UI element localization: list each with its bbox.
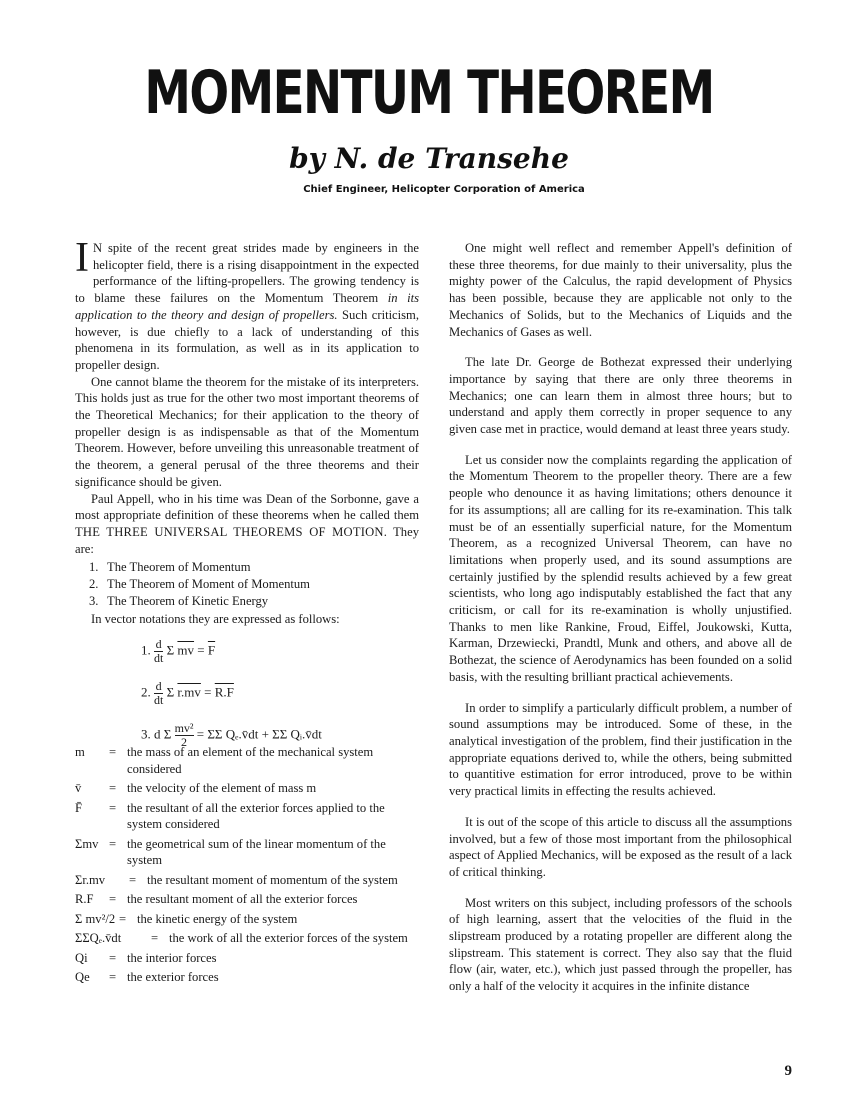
definition-symbol: Σ mv²/2 <box>75 911 116 926</box>
definition-text: the kinetic energy of the system <box>137 911 298 926</box>
paragraph: In order to simplify a particularly difficult problem, a number of sound assumptions may be introduced. Some of these, in the analytical investigation of the problem, find their justification in the appropriate equations derived to, while the others, being submitted to quantitive estimation for error introduced, prove to be within very practical limits in effecting the results achieved. <box>449 700 792 799</box>
definition-row: Σr.mv = the resultant moment of momentum of the system <box>75 872 419 889</box>
definitions-list <box>75 744 419 989</box>
intro-text-end: Such criticism, however, is due chiefly to a lack of understanding of this phenomena in its formulation, as well as in its application to propeller design. <box>75 307 419 372</box>
definition-text: the resultant moment of momentum of the system <box>147 872 398 887</box>
definition-symbol: v̄ <box>75 781 82 795</box>
theorem-list <box>89 559 419 609</box>
left-column <box>75 235 419 770</box>
definition-symbol: Qe <box>75 970 90 984</box>
definition-text: the interior forces <box>127 950 217 965</box>
list-text: The Theorem of Momentum <box>107 560 251 575</box>
definition-symbol: R.F <box>75 892 94 906</box>
equation-rhs: = ΣΣ Qₑ.v̄dt + ΣΣ Qᵢ.v̄dt <box>196 726 322 742</box>
list-item <box>89 559 419 576</box>
equals-sign: = <box>197 642 205 658</box>
definition-symbol: F̄ <box>75 800 83 815</box>
equation-number: 3. <box>141 726 151 742</box>
definition-text: the resultant of all the exterior forces applied to the system considered <box>127 800 385 831</box>
denominator: dt <box>154 651 164 666</box>
page-number: 9 <box>784 1063 792 1079</box>
definition-text: the work of all the exterior forces of the system <box>169 931 408 945</box>
fraction <box>154 638 163 665</box>
definition-row: v̄ = the velocity of the element of mass m <box>75 780 419 797</box>
definition-symbol: m <box>75 745 85 759</box>
definition-row: Qe = the exterior forces <box>75 969 419 986</box>
numerator: d <box>155 679 162 694</box>
equation-prefix: d Σ <box>154 726 172 742</box>
definition-symbol: Qi <box>75 950 88 965</box>
intro-text: N spite of the recent great strides made by engineers in the helicopter field, there is a rising disappointment in the expected performance of the lifting-propellers. The growing tendency is to blame these failures on the Momentum Theorem <box>75 241 419 306</box>
right-column <box>449 240 792 1009</box>
list-item <box>89 576 419 593</box>
definition-symbol: Σmv <box>75 836 99 851</box>
definition-text: the velocity of the element of mass m <box>127 781 317 795</box>
paragraph: One cannot blame the theorem for the mistake of its interpreters. This holds just as true for the other two most important theorems of the Theoretical Mechanics; for their application to the theory of propeller design is as indispensable as that of the Momentum Theorem. However, before unveiling this unreasonable treatment of the theorem, a general perusal of the three theorems and their significance should be given. <box>75 374 419 489</box>
definition-row: Σ mv²/2 = the kinetic energy of the system <box>75 911 419 928</box>
definition-symbol: ΣΣQₑ.v̄dt <box>75 931 122 945</box>
list-item <box>89 593 419 610</box>
paragraph: It is out of the scope of this article to discuss all the assumptions involved, but a few of those most important from the philosophical aspect of Applied Mechanics, will be exposed as the result of a lack of critical thinking. <box>449 814 792 879</box>
definition-text: the exterior forces <box>127 970 219 984</box>
fraction <box>154 680 163 707</box>
list-text: The Theorem of Moment of Momentum <box>107 577 310 592</box>
equation-1 <box>141 638 215 665</box>
equation-lhs: $\overline{mv}$ <box>177 642 195 658</box>
definition-text: the mass of an element of the mechanical system considered <box>127 745 374 776</box>
definition-text: the geometrical sum of the linear momentum of the system <box>127 836 386 867</box>
appell-caps: THE THREE UNIVERSAL THEOREMS OF MOTION. <box>75 524 388 539</box>
appell-text-end: They are: <box>75 524 419 556</box>
equation-lhs: r.mv <box>177 684 201 700</box>
equals-sign: = <box>204 684 212 700</box>
vector-intro: In vector notations they are expressed as follows: <box>91 612 340 627</box>
definition-row: m = the mass of an element of the mechanical system considered <box>75 744 419 777</box>
definition-row: Σmv = the geometrical sum of the linear momentum of the system <box>75 836 419 869</box>
sum-symbol: Σ <box>166 684 175 700</box>
equation-number: 1. <box>141 642 151 658</box>
paragraph-intro <box>75 235 419 374</box>
list-number: 1. <box>89 560 99 575</box>
paragraph: Let us consider now the complaints regarding the application of the Momentum Theorem to the propeller theory. There are a few people who denounce it as having limitations; others denounce it for its assumptions; all are calling for its re-examination. This talk must be of an essentially superficial nature, for the Momentum Theorem, as a recognized Universal Theorem, can have no limitations when properly used, and its sound assumptions are certainly justified by the splendid results achieved by a few great scientists, who long ago indisputably established the fact that any criticism, or call for its re-examination is wholly unjustified. Thanks to men like Rankine, Froud, Eiffel, Joukowski, Kutta, Karman, Drzewiecki, Prandtl, Munk and others, and above all de Bothezat, the science of Aerodynamics has been founded on a solid basis, with the resulting brilliant practical achievements. <box>449 452 792 684</box>
list-number: 3. <box>89 593 99 608</box>
author-affiliation: Chief Engineer, Helicopter Corporation of America <box>303 184 585 195</box>
paragraph: Most writers on this subject, including professors of the schools of high learning, assert that the velocities of the fluid in the slipstream produced by a rotating propeller are different along the slipstream. This statement is correct. They also say that the fluid flow (air, water, etc.), which just passed through the propeller, has only a half of the velocity it acquires in the infinite distance <box>449 895 792 994</box>
intro-italic: in its application to the theory and design of propellers. <box>75 291 419 322</box>
denominator: dt <box>154 693 164 708</box>
numerator: mv² <box>174 721 194 736</box>
definition-text: the resultant moment of all the exterior forces <box>127 892 358 906</box>
appell-text: Paul Appell, who in his time was Dean of the Sorbonne, gave a most appropriate definition of these theorems when he called them <box>75 491 419 523</box>
definition-row: ΣΣQₑ.v̄dt = the work of all the exterior forces of the system <box>75 930 419 947</box>
equation-rhs: R.F <box>214 684 234 700</box>
list-number: 2. <box>89 577 99 592</box>
article-title: MOMENTUM THEOREM <box>144 58 714 128</box>
paragraph: The late Dr. George de Bothezat expressed their underlying importance by saying that there are only three theorems in Mechanics; one can learn them in almost three hours; but to understand and apply them correctly in proper sequence to any given case met in practice, would demand at least three years study. <box>449 355 792 437</box>
definition-row: F̄ = the resultant of all the exterior forces applied to the system considered <box>75 800 419 833</box>
definition-row: R.F = the resultant moment of all the exterior forces <box>75 891 419 908</box>
sum-symbol: Σ <box>166 642 175 658</box>
equation-number: 2. <box>141 684 151 700</box>
author-byline: by N. de Transehe <box>289 142 569 175</box>
list-text: The Theorem of Kinetic Energy <box>107 593 269 608</box>
definition-symbol: Σr.mv <box>75 872 106 887</box>
definition-row: Qi = the interior forces <box>75 950 419 967</box>
equation-2 <box>141 680 234 707</box>
paragraph-appell <box>75 491 419 558</box>
numerator: d <box>155 637 162 652</box>
paragraph: One might well reflect and remember Appell's definition of these three theorems, for due mainly to their universality, plus the mighty power of the Calculus, the rapid development of Physics has been possible, because they are applicable not only to the Mechanics of Solids, but to the Mechanics of Liquids and the Mechanics of Gases as well. <box>449 241 792 339</box>
equation-rhs: $\overline{F}$ <box>207 642 216 658</box>
denominator: 2 <box>175 735 194 749</box>
drop-cap: I <box>75 235 89 281</box>
